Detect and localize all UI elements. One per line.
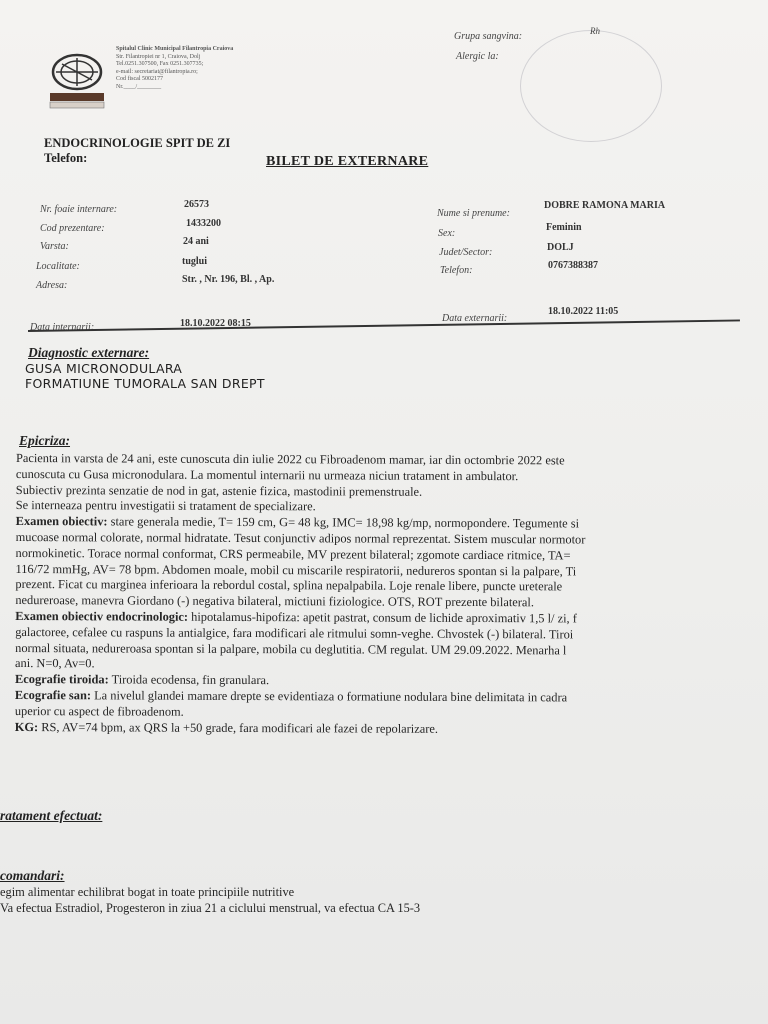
recommendation-line: egim alimentar echilibrat bogat in toate principiile nutritive bbox=[0, 885, 295, 899]
epicriza-line: Subiectiv prezinta senzatie de nod in gat, astenie fizica, mastodinii premenstruale. bbox=[15, 482, 423, 499]
blood-group-value: Rh bbox=[590, 26, 600, 36]
treatment-title: ratament efectuat: bbox=[0, 808, 103, 823]
field-label: Localitate: bbox=[36, 261, 80, 272]
field-label: Varsta: bbox=[40, 241, 69, 252]
field-label: Adresa: bbox=[36, 280, 68, 291]
epicriza-title: Epicriza: bbox=[19, 433, 71, 448]
field-label: Telefon: bbox=[440, 265, 473, 276]
allergic-label: Alergic la: bbox=[456, 51, 499, 62]
field-label: Judet/Sector: bbox=[439, 247, 493, 258]
hospital-line: e-mail: secretariat@filantropia.ro; bbox=[116, 68, 198, 75]
epicriza-line: cunoscuta cu Gusa micronodulara. La momentul internarii nu urmeaza niciun tratament in ambulator. bbox=[15, 466, 519, 483]
admission-label: Data internarii: bbox=[30, 322, 95, 333]
hospital-logo-icon bbox=[48, 52, 106, 112]
field-value: 24 ani bbox=[183, 236, 209, 247]
field-value: Str. , Nr. 196, Bl. , Ap. bbox=[182, 274, 275, 285]
epicriza-line: mucoase normal colorate, normal hidratate. Tesut conjunctiv adipos normal reprezentat. Sistem muscular normotor bbox=[15, 529, 586, 547]
hospital-info bbox=[116, 46, 233, 91]
recommendation-line: Va efectua Estradiol, Progesteron in ziua 21 a ciclului menstrual, va efectua CA 15-3 bbox=[0, 901, 421, 915]
field-value: tuglui bbox=[182, 256, 208, 267]
epicriza-line: normal situata, nedureroasa spontan si la palpare, mobila cu deglutitia. CM regulat. UM 29.09.2022. Menarha l bbox=[15, 640, 567, 657]
epicriza-line: Pacienta in varsta de 24 ani, este cunoscuta din iulie 2022 cu Fibroadenom mamar, iar din octombrie 2022 este bbox=[15, 451, 565, 468]
epicriza-line: 116/72 mmHg, AV= 78 bpm. Abdomen moale, mobil cu miscarile respiratorii, nedureros spontan si la palpare, Ti bbox=[15, 561, 577, 579]
page-title: BILET DE EXTERNARE bbox=[266, 154, 429, 169]
department-name: ENDOCRINOLOGIE SPIT DE ZI bbox=[44, 136, 231, 150]
stamp-mark bbox=[520, 30, 662, 142]
diagnosis-line: FORMATIUNE TUMORALA SAN DREPT bbox=[25, 376, 265, 391]
field-label: Nume si prenume: bbox=[437, 208, 510, 219]
epicriza-line: nedureroase, manevra Giordano (-) negativa bilateral, mictiuni fiziologice. OTS, ROT prezente bilateral. bbox=[15, 593, 534, 610]
epicriza-line: Examen obiectiv endocrinologic: hipotalamus-hipofiza: apetit pastrat, consum de lichide aproximativ 1,5 l/ zi, f bbox=[15, 608, 577, 626]
epicriza-line: galactoree, cefalee cu raspuns la antialgice, fara modificari ale ritmului somn-veghe. Chvostek (-) bilateral. Tiroi bbox=[15, 624, 574, 642]
hospital-line: Nr.____/________ bbox=[116, 83, 162, 90]
field-label: Sex: bbox=[438, 228, 456, 239]
epicriza-line: Se interneaza pentru investigatii si tratament de specializare. bbox=[15, 498, 316, 514]
discharge-date: 18.10.2022 11:05 bbox=[548, 306, 619, 317]
epicriza-line: uperior cu aspect de fibroadenom. bbox=[14, 703, 184, 719]
epicriza-line: Ecografie tiroida: Tiroida ecodensa, fin granulara. bbox=[14, 672, 270, 688]
hospital-line: Tel.0251.307500, Fax 0251.307735; bbox=[116, 61, 204, 67]
epicriza-line: normokinetic. Torace normal conformat, CRS permeabile, MV prezent bilateral; zgomote cardiace ritmice, TA= bbox=[15, 545, 571, 563]
divider bbox=[28, 319, 740, 331]
field-value: Feminin bbox=[546, 222, 582, 233]
discharge-label: Data externarii: bbox=[442, 313, 508, 324]
epicriza-line: KG: RS, AV=74 bpm, ax QRS la +50 grade, fara modificari ale fazei de repolarizare. bbox=[14, 719, 439, 736]
diagnosis-title: Diagnostic externare: bbox=[28, 345, 150, 360]
recommendations-title: comandari: bbox=[0, 868, 65, 883]
epicriza-body bbox=[15, 451, 586, 738]
hospital-line: Cod fiscal 5002177 bbox=[116, 76, 163, 82]
diagnosis-line: GUSA MICRONODULARA bbox=[25, 361, 183, 376]
patient-name: DOBRE RAMONA MARIA bbox=[544, 200, 666, 211]
hospital-line: Str. Filantropiei nr 1, Craiova, Dolj bbox=[116, 53, 201, 60]
epicriza-line: prezent. Ficat cu marginea inferioara la rebordul costal, splina nepalpabila. Loje renale libere, puncte ureterale bbox=[15, 577, 563, 594]
field-value: 26573 bbox=[184, 199, 209, 210]
admission-date: 18.10.2022 08:15 bbox=[180, 318, 251, 329]
epicriza-line: Ecografie san: La nivelul glandei mamare drepte se evidentiaza o formatiune nodulara bine delimitata in cadra bbox=[14, 687, 568, 705]
field-value: 0767388387 bbox=[548, 260, 598, 271]
field-label: Cod prezentare: bbox=[40, 223, 105, 234]
hospital-line: Spitalul Clinic Municipal Filantropia Craiova bbox=[116, 46, 234, 52]
field-value: 1433200 bbox=[186, 218, 221, 229]
phone-label: Telefon: bbox=[44, 151, 88, 165]
field-value: DOLJ bbox=[547, 242, 574, 253]
epicriza-line: Examen obiectiv: stare generala medie, T= 159 cm, G= 48 kg, IMC= 18,98 kg/mp, normopondere. Tegumente si bbox=[15, 514, 580, 531]
field-label: Nr. foaie internare: bbox=[40, 204, 118, 215]
blood-group-label: Grupa sangvina: bbox=[454, 31, 523, 42]
epicriza-line: ani. N=0, Av=0. bbox=[15, 656, 95, 671]
